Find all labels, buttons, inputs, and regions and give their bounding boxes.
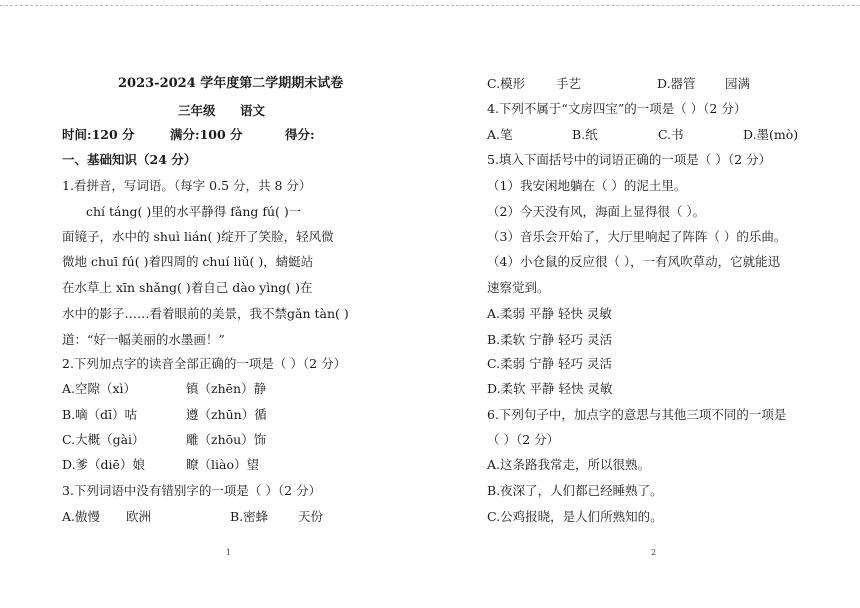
question-2-option: D.爹（diē）娘 bbox=[62, 457, 145, 472]
time-label: 时间:120 分 bbox=[62, 127, 135, 142]
exam-title: 2023-2024 学年度第二学期期末试卷 bbox=[118, 76, 344, 91]
subject-label: 语文 bbox=[240, 103, 266, 118]
question-3-option: 天份 bbox=[298, 509, 324, 524]
full-score-label: 满分:100 分 bbox=[170, 127, 243, 142]
question-3-stem: 3.下列词语中没有错别字的一项是（ ）（2 分） bbox=[62, 483, 322, 498]
top-dashed-border bbox=[0, 5, 860, 6]
question-5-item: （1）我安闲地躺在（ ）的泥土里。 bbox=[487, 178, 687, 193]
question-3-option: 欧洲 bbox=[126, 509, 152, 524]
question-6-stem: 6.下列句子中，加点字的意思与其他三项不同的一项是 bbox=[487, 407, 787, 422]
section-heading: 一、基础知识（24 分） bbox=[62, 152, 197, 167]
score-label: 得分: bbox=[285, 127, 315, 142]
question-5-option: D.柔软 平静 轻快 灵敏 bbox=[487, 381, 613, 396]
question-2-option: 遵（zhūn）循 bbox=[186, 407, 267, 422]
question-5-item: 速察觉到。 bbox=[487, 280, 550, 295]
page-number: 1 bbox=[226, 548, 232, 557]
question-1-stem: 1.看拼音，写词语。（每字 0.5 分，共 8 分） bbox=[62, 178, 312, 193]
question-5-stem: 5.填入下面括号中的词语正确的一项是（ ）（2 分） bbox=[487, 152, 772, 167]
question-5-item: （3）音乐会开始了，大厅里响起了阵阵（ ）的乐曲。 bbox=[487, 229, 787, 244]
question-6-option: B.夜深了，人们都已经睡熟了。 bbox=[487, 483, 663, 498]
question-2-option: 镇（zhēn）静 bbox=[186, 381, 267, 396]
question-2-stem: 2.下列加点字的读音全部正确的一项是（ ）（2 分） bbox=[62, 356, 347, 371]
question-1-line: chí táng( )里的水平静得 fǎng fú( )一 bbox=[86, 204, 302, 219]
question-1-line: 道：“好一幅美丽的水墨画！” bbox=[62, 332, 225, 347]
question-1-line: 水中的影子……看着眼前的美景，我不禁gǎn tàn( ) bbox=[62, 306, 349, 321]
page-number: 2 bbox=[651, 548, 657, 557]
question-4-option: C.书 bbox=[658, 127, 684, 142]
question-5-option: B.柔软 宁静 轻巧 灵活 bbox=[487, 332, 613, 347]
grade-label: 三年级 bbox=[178, 103, 216, 118]
question-3-option: 园满 bbox=[725, 76, 751, 91]
question-1-line: 面镜子，水中的 shuì lián( )绽开了笑脸，轻风微 bbox=[62, 229, 334, 244]
question-4-stem: 4.下列不属于“文房四宝”的一项是（ ）（2 分） bbox=[487, 101, 747, 116]
question-5-option: A.柔弱 平静 轻快 灵敏 bbox=[487, 306, 612, 321]
question-6-stem-cont: （ ）（2 分） bbox=[487, 432, 560, 447]
question-2-option: B.嘀（dī）咕 bbox=[62, 407, 138, 422]
question-3-option: A.傲慢 bbox=[62, 509, 101, 524]
question-3-option: B.密蜂 bbox=[230, 509, 269, 524]
question-4-option: D.墨(mò) bbox=[743, 127, 799, 142]
question-2-option: C.大概（gài） bbox=[62, 432, 145, 447]
question-2-option: A.空隙（xì） bbox=[62, 381, 137, 396]
question-2-option: 雕（zhōu）饰 bbox=[186, 432, 267, 447]
question-6-option: C.公鸡报晓，是人们所熟知的。 bbox=[487, 509, 663, 524]
question-2-option: 瞭（liào）望 bbox=[186, 457, 259, 472]
question-3-option: 手艺 bbox=[556, 76, 582, 91]
question-5-option: C.柔弱 宁静 轻巧 灵活 bbox=[487, 356, 613, 371]
question-6-option: A.这条路我常走，所以很熟。 bbox=[487, 457, 651, 472]
question-5-item: （2）今天没有风，海面上显得很（ ）。 bbox=[487, 204, 706, 219]
question-5-item: （4）小仓鼠的反应很（ ），一有风吹草动，它就能迅 bbox=[487, 254, 781, 269]
question-4-option: A.笔 bbox=[487, 127, 513, 142]
question-4-option: B.纸 bbox=[572, 127, 598, 142]
question-1-line: 微地 chuī fú( )着四周的 chuí liǔ( )，蜻蜓站 bbox=[62, 254, 314, 269]
question-1-line: 在水草上 xīn shǎng( )着自己 dào yìng( )在 bbox=[62, 280, 313, 295]
question-3-option: D.器管 bbox=[657, 76, 696, 91]
question-3-option: C.模形 bbox=[487, 76, 526, 91]
